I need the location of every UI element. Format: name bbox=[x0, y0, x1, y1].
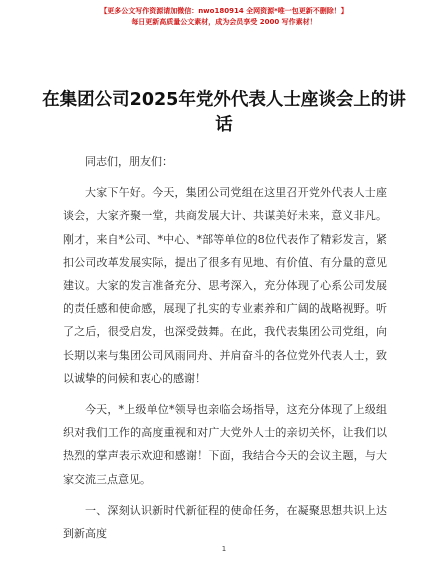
promo-banner-line1: 【更多公文写作资源请加微信：nwo180914 全网资源*唯一包更新不删除！】 bbox=[100, 7, 348, 15]
paragraph-1: 大家下午好。今天，集团公司党组在这里召开党外代表人士座谈会，大家齐聚一堂，共商发展大计、共谋美好未来，意义非凡。刚才，来自*公司、*中心、*部等单位的8位代表作了精彩发言，紧扣公司改革发展实际，提出了很多有见地、有价值、有分量的意见建议。大家的发言准备充分、思考深入，充分体现了心系公司发展的责任感和使命感，展现了扎实的专业素养和广阔的战略视野。听了之后，很受启发，也深受鼓舞。在此，我代表集团公司党组，向长期以来与集团公司风雨同舟、并肩奋斗的各位党外代表人士，致以诚挚的问候和衷心的感谢！ bbox=[63, 186, 387, 385]
page-number: 1 bbox=[221, 545, 227, 553]
paragraph-2: 今天，*上级单位*领导也亲临会场指导，这充分体现了上级组织对我们工作的高度重视和对广大党外人士的亲切关怀，让我们以热烈的掌声表示欢迎和感谢！下面，我结合今天的会议主题，与大家交流三点意见。 bbox=[63, 403, 387, 486]
document-body bbox=[63, 150, 387, 545]
document-title: 在集团公司2025年党外代表人士座谈会上的讲话 bbox=[42, 90, 406, 135]
section-heading-1: 一、深刻认识新时代新征程的使命任务，在凝聚思想共识上达到新高度 bbox=[63, 503, 387, 541]
promo-banner-line2: 每日更新高质量公文素材，成为会员享受 2000 写作素材！ bbox=[131, 18, 317, 26]
greeting: 同志们，朋友们： bbox=[85, 155, 173, 168]
promo-banner bbox=[0, 6, 448, 28]
